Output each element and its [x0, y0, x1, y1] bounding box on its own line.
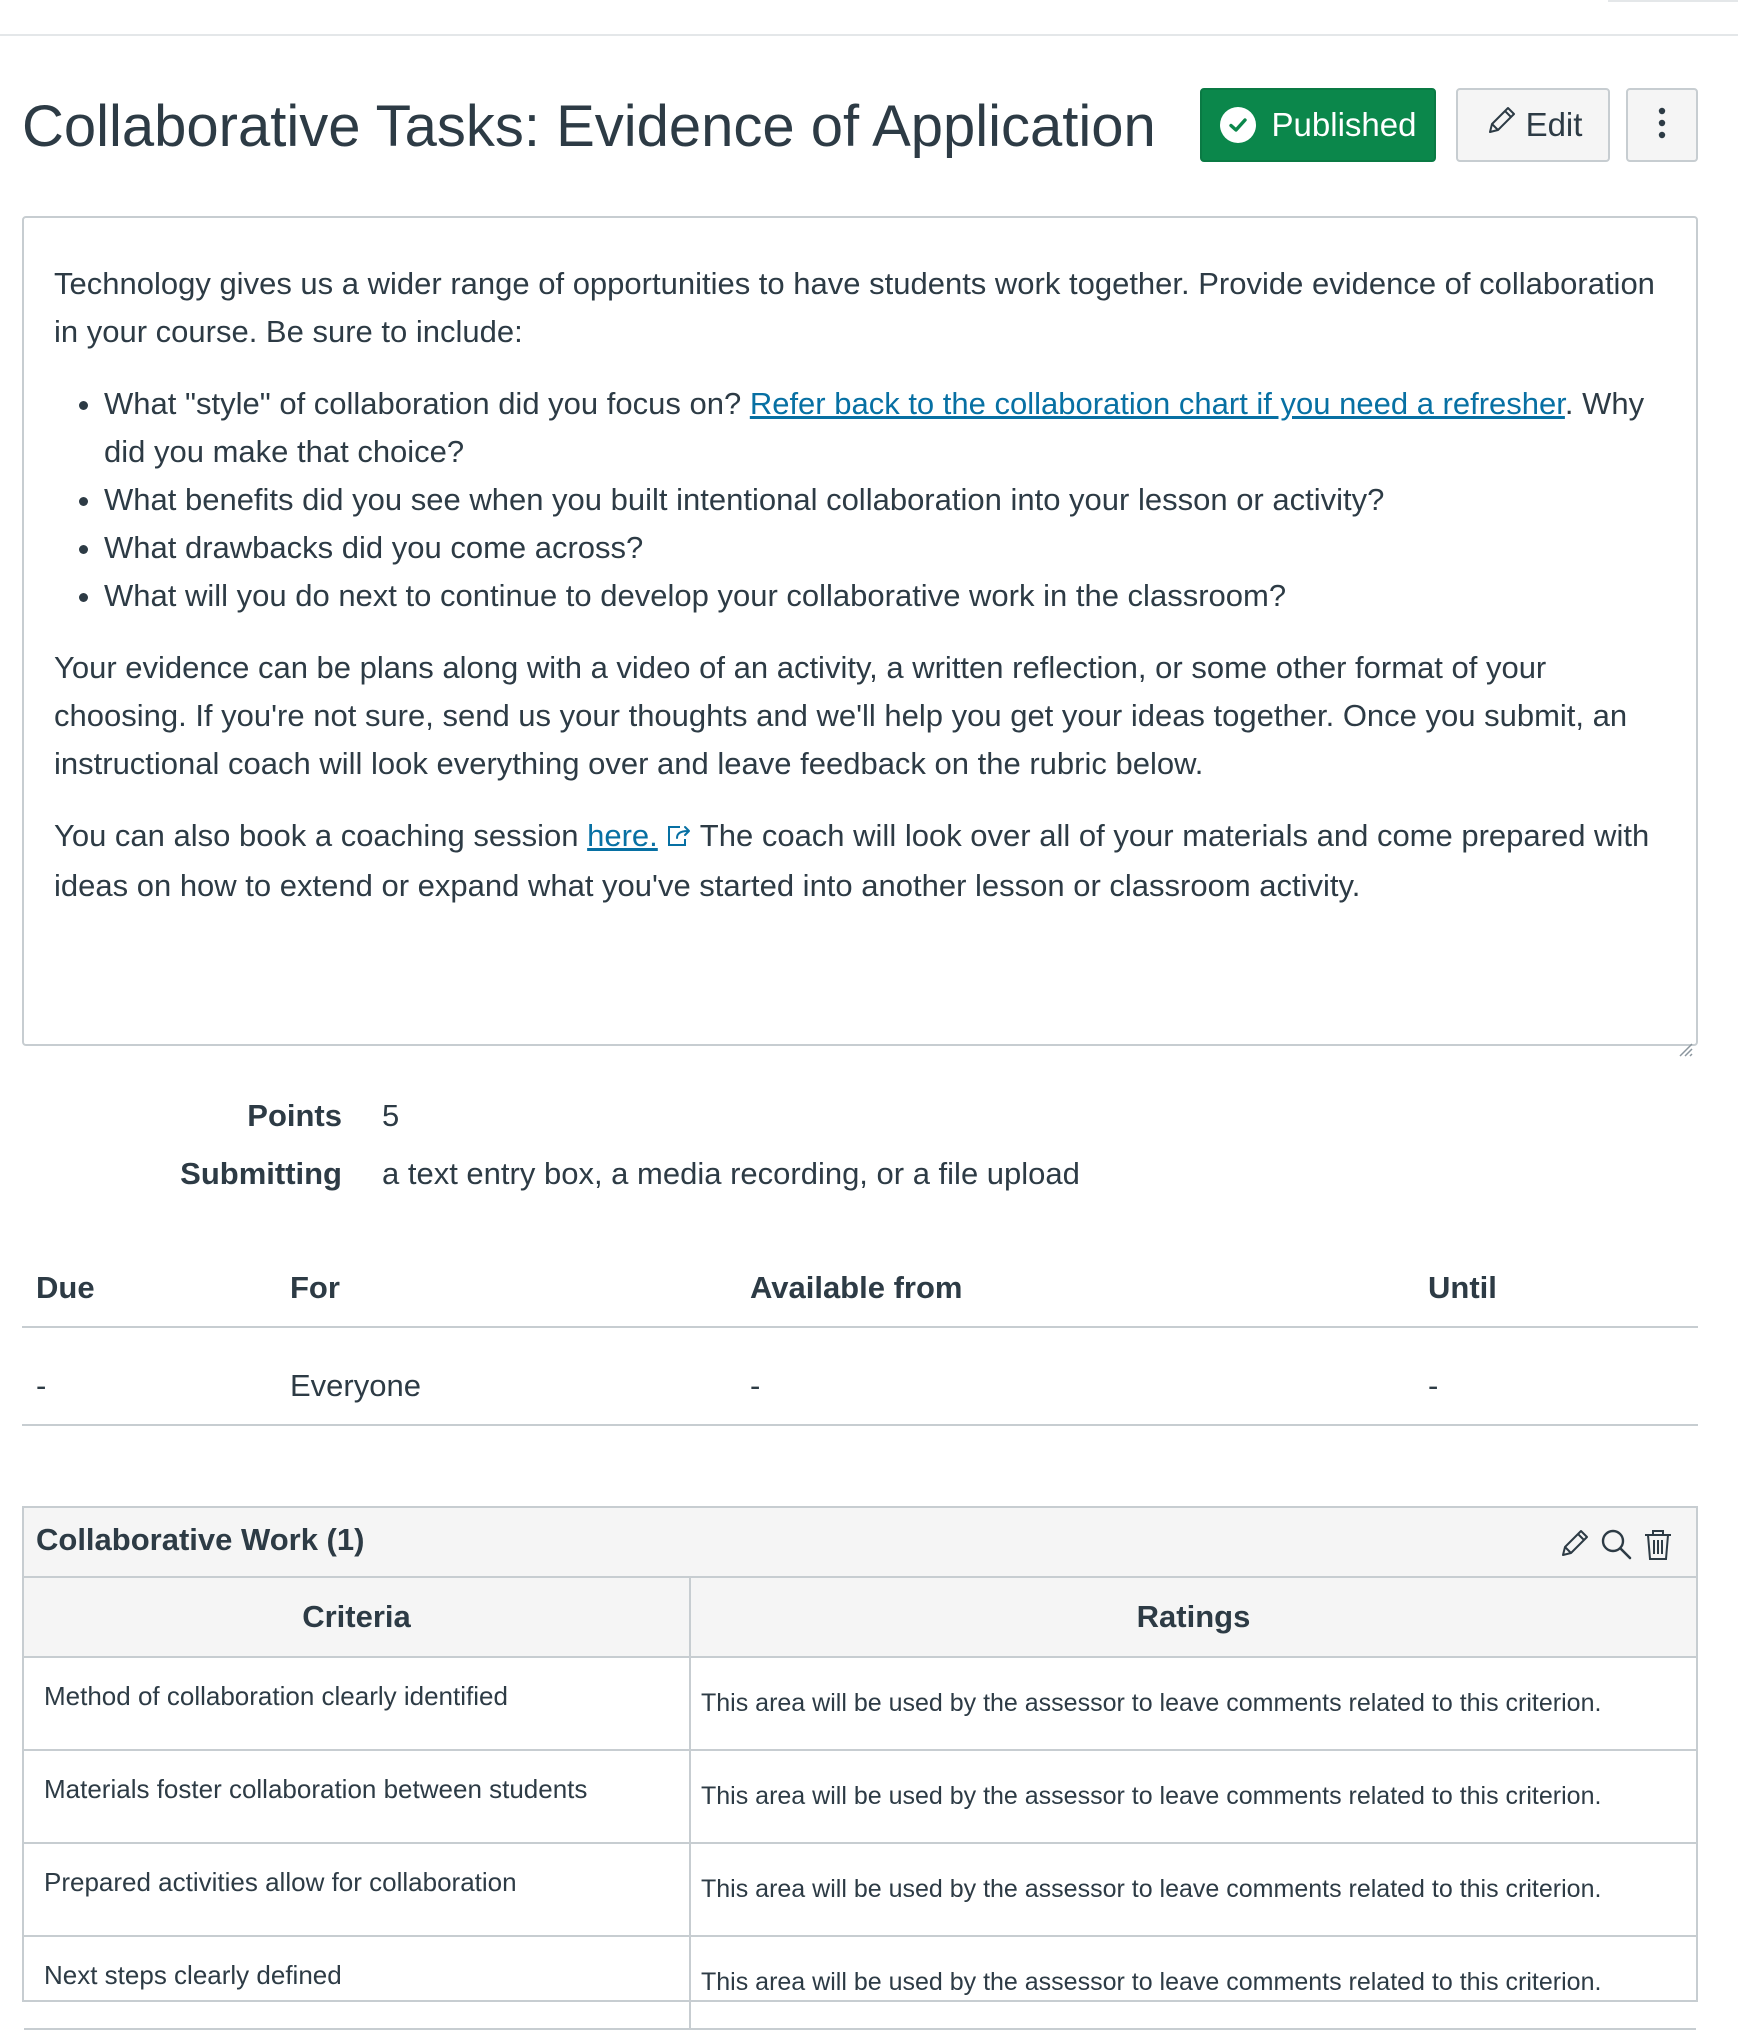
more-options-button[interactable] — [1626, 88, 1698, 162]
criterion-description: Method of collaboration clearly identified — [24, 1657, 690, 1750]
rubric-row — [24, 1750, 1696, 1843]
description-paragraph — [54, 812, 1666, 910]
until-header: Until — [1428, 1270, 1497, 1305]
bullet1-suffix: . Why did you make that choice? — [104, 386, 1645, 469]
submitting-value: a text entry box, a media recording, or a file upload — [382, 1156, 1080, 1191]
due-dates-row — [22, 1328, 1698, 1426]
page-title: Collaborative Tasks: Evidence of Application — [22, 94, 1156, 159]
bullet-item — [104, 380, 1666, 476]
trash-icon[interactable] — [1640, 1526, 1676, 1562]
external-link-icon — [666, 814, 696, 862]
rating-comment-area: This area will be used by the assessor to leave comments related to this criterion. — [690, 1936, 1696, 2029]
for-header: For — [290, 1270, 340, 1305]
rubric-row — [24, 1657, 1696, 1750]
search-icon[interactable] — [1598, 1526, 1634, 1562]
check-circle-icon — [1220, 107, 1256, 143]
rubric-table — [24, 1578, 1696, 2030]
rubric-row — [24, 1936, 1696, 2029]
description-bullet-list — [54, 380, 1666, 620]
rating-comment-area: This area will be used by the assessor to leave comments related to this criterion. — [690, 1750, 1696, 1843]
kebab-menu-icon — [1657, 105, 1667, 146]
points-value: 5 — [382, 1098, 400, 1133]
available-from-value: - — [750, 1368, 761, 1403]
until-value: - — [1428, 1368, 1439, 1403]
criterion-description: Materials foster collaboration between students — [24, 1750, 690, 1843]
published-button[interactable] — [1200, 88, 1436, 162]
rubric-toolbar — [1556, 1526, 1676, 1562]
due-header: Due — [36, 1270, 95, 1305]
rubric — [22, 1506, 1698, 2002]
bullet1-prefix: What "style" of collaboration did you focus on? — [104, 386, 750, 421]
due-dates-table — [22, 1262, 1698, 1426]
assignment-description — [22, 216, 1698, 1046]
resize-handle-icon[interactable] — [1676, 1024, 1694, 1042]
coaching-session-link[interactable]: here. — [587, 818, 658, 853]
pencil-icon[interactable] — [1556, 1526, 1592, 1562]
rubric-row — [24, 1843, 1696, 1936]
top-right-divider — [1608, 0, 1738, 2]
bullet-item: • What drawbacks did you come across? — [104, 524, 1666, 572]
ratings-header: Ratings — [690, 1578, 1696, 1657]
for-value: Everyone — [290, 1368, 421, 1403]
submitting-label: Submitting — [180, 1156, 342, 1191]
due-value: - — [36, 1368, 47, 1403]
due-dates-header-row — [22, 1262, 1698, 1328]
bullet-item: • What will you do next to continue to develop your collaborative work in the classroom? — [104, 572, 1666, 620]
rubric-header — [24, 1508, 1696, 1578]
available-from-header: Available from — [750, 1270, 963, 1305]
published-label: Published — [1271, 106, 1417, 143]
assignment-header — [22, 88, 1698, 166]
bullet-item: • What benefits did you see when you built intentional collaboration into your lesson or activity? — [104, 476, 1666, 524]
top-divider — [0, 34, 1738, 36]
rating-comment-area: This area will be used by the assessor to leave comments related to this criterion. — [690, 1843, 1696, 1936]
paragraph3-prefix: You can also book a coaching session — [54, 818, 588, 853]
edit-label: Edit — [1525, 106, 1583, 143]
edit-button[interactable] — [1456, 88, 1610, 162]
rubric-header-row — [24, 1578, 1696, 1657]
collaboration-chart-link[interactable]: Refer back to the collaboration chart if you need a refresher — [749, 386, 1565, 421]
rubric-title: Collaborative Work (1) — [36, 1522, 365, 1557]
points-label: Points — [247, 1098, 342, 1133]
pencil-icon — [1484, 104, 1518, 146]
criterion-description: Next steps clearly defined — [24, 1936, 690, 2029]
description-paragraph: Your evidence can be plans along with a video of an activity, a written reflection, or some other format of your choosing. If you're not sure, send us your thoughts and we'll help you get your ideas together. Once you submit, an instructional coach will look everything over and leave feedback on the rubric below. — [54, 650, 1628, 781]
paragraph3-suffix: The coach will look over all of your materials and come prepared with ideas on how to extend or expand what you've started into another lesson or classroom activity. — [54, 818, 1650, 903]
rating-comment-area: This area will be used by the assessor to leave comments related to this criterion. — [690, 1657, 1696, 1750]
points-row — [0, 1092, 342, 1140]
criteria-header: Criteria — [24, 1578, 690, 1657]
submitting-row — [0, 1150, 342, 1198]
criterion-description: Prepared activities allow for collaboration — [24, 1843, 690, 1936]
description-intro: Technology gives us a wider range of opportunities to have students work together. Provide evidence of collaboration in your course. Be sure to include: — [54, 266, 1655, 349]
